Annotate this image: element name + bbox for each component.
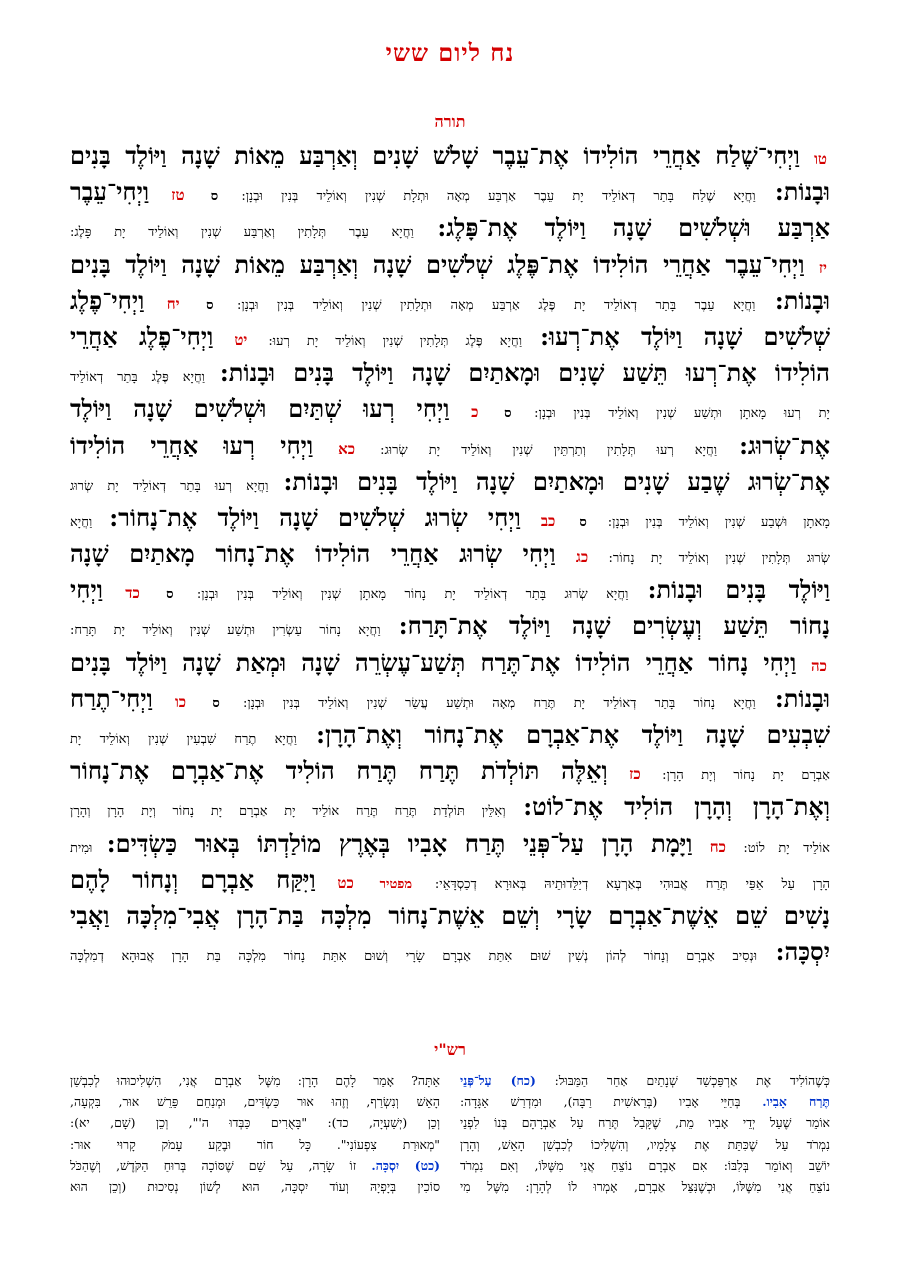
hebrew-text: הוֹלִידוֹ אֶת־רְעוּ תֵּשַׁע שָׁנִים וּמָאתַיִם שָׁנָה וַיּוֹלֶד בָּנִים וּבָנוֹת: [219, 358, 830, 388]
rashi-text: נוֹצֵחַ אֲנִי מִשֶּׁלּוֹ, וּכְשֶׁנִּצַּל אַבְרָם, אָמְרוּ לוֹ לְהָרָן: מִשֶּׁל מִי [460, 1178, 830, 1194]
maftir-label: מפטיר [379, 876, 413, 892]
torah-line [70, 898, 830, 934]
rashi-text: סוֹכִין בְּיָפְיָהּ וְעוֹד יִסְכָּה, הוּא לְשׁוֹן נְסִיכוּת (וְכֵן הוּא [70, 1178, 440, 1194]
hebrew-text: וּבָנוֹת: [774, 285, 830, 315]
page [70, 0, 830, 1272]
rashi-line [460, 1091, 830, 1112]
hebrew-text: שְׁלֹשִׁים שָׁנָה וַיּוֹלֶד אֶת־רְעוּ: [540, 321, 830, 351]
rashi-line [70, 1112, 440, 1133]
hebrew-text: וַיְחִי נָחוֹר אַחֲרֵי הוֹלִידוֹ אֶת־תֶּרַח תְּשַׁע־עֶשְׂרֵה שָׁנָה וּמְאַת שָׁנָה וַיּוֹלֶד בָּנִים [70, 647, 797, 677]
hebrew-text: אַרְבַּע וּשְׁלֹשִׁים שָׁנָה וַיּוֹלֶד אֶת־פָּלֶג: [437, 213, 830, 243]
hebrew-text: שִׁבְעִים שָׁנָה וַיּוֹלֶד אֶת־אַבְרָם אֶת־נָחוֹר וְאֶת־הָרָן: [316, 720, 830, 749]
torah-line [70, 681, 830, 717]
hebrew-text: וַיְחִי שְׂרוּג שְׁלֹשִׁים שָׁנָה וַיּוֹלֶד אֶת־נָחוֹר: [109, 502, 521, 532]
hebrew-text: וַיִּקַּח אַבְרָם וְנָחוֹר לָהֶם [70, 864, 316, 894]
hebrew-text: וְאֵלֶּה תּוֹלְדֹת תֶּרַח תֶּרַח הוֹלִיד אֶת־אַבְרָם אֶת־נָחוֹר [70, 756, 608, 786]
hebrew-text: וַיְחִי־עֵבֶר אַחֲרֵי הוֹלִידוֹ אֶת־פֶּלֶג שְׁלֹשִׁים שָׁנָה וְאַרְבַּע מֵאוֹת שָׁנָה וַיּוֹלֶד בָּנִים [70, 249, 805, 279]
hebrew-text: וַיְחִי־תֶרַח [70, 683, 153, 713]
verse-number: יט [234, 330, 248, 349]
rashi-line [460, 1070, 830, 1091]
rashi-text: יוֹשֵׁב וְאוֹמֵר בְּלִבּוֹ: אִם אַבְרָם נוֹצֵחַ אֲנִי מִשֶּׁלּוֹ, וְאִם נִמְרֹד [460, 1157, 830, 1173]
targum-text: וְאִלֵּין תּוֹלְדַת תֶּרַח תֶּרַח אוֹלֵיד יָת אַבְרָם יָת נָחוֹר וְיָת הָרָן וְהָרָן [70, 804, 506, 820]
hebrew-text: וְאֶת־הָרָן וְהָרָן הוֹלִיד אֶת־לוֹט: [523, 792, 830, 822]
rashi-commentary [70, 1070, 830, 1260]
hebrew-text: אֶת־שְׂרוּג: [739, 430, 830, 460]
torah-line [70, 283, 830, 319]
targum-text: וַחֲיָא תֶרַח שִׁבְעִין שְׁנִין וְאוֹלֵיד יָת [70, 732, 297, 747]
setuma-mark: ס [212, 695, 220, 711]
rashi-line [70, 1155, 440, 1176]
targum-text: אוֹלֵיד יָת לוֹט: [743, 840, 830, 856]
rashi-text: אַתָּה? אָמַר לָהֶם הָרָן: מִשֶּׁל אַבְרָם אֲנִי, הִשְׁלִיכוּהוּ לְכִבְשַׁן [70, 1073, 440, 1088]
verse-number: כג [575, 548, 589, 567]
torah-line [70, 536, 830, 572]
verse-number: יז [818, 258, 827, 277]
torah-line [70, 319, 830, 355]
torah-line [70, 247, 830, 283]
targum-text: וַחֲיָא רְעוּ בָּתַר דְאוֹלֵיד יָת שְׂרוּג [70, 478, 269, 494]
torah-line [70, 500, 830, 536]
hebrew-text: נָחוֹר תֵּשַׁע וְעֶשְׂרִים שָׁנָה וַיּוֹלֶד אֶת־תָּרַח: [398, 611, 830, 641]
torah-line [70, 428, 830, 464]
verse-number: יח [166, 294, 180, 313]
verse-number: כה [811, 656, 827, 675]
rashi-text: בְּחַיֵּי אָבִיו (בְּרֵאשִׁית רַבָּה), וּמִדְרַשׁ אַגָּדָה: [460, 1094, 741, 1110]
targum-text: וּנְסִיב אַבְרָם וְנָחוֹר לְהוֹן נְשִׁין שׁוּם אִתַּת אַבְרָם שָׂרָי וְשׁוּם אִתַּת נָחוֹר מִלְכָּה בַּת הָרָן אֲבוּהָא דְמִלְכָּה [70, 949, 758, 965]
targum-text: וַחֲיָא שְׂרוּג בָּתַר דְאוֹלֵיד יָת נָחוֹר מָאתָן שְׁנִין וְאוֹלֵיד בְּנִין וּבְנָן: [196, 587, 629, 603]
hebrew-text: וַיְחִי־עֵבֶר [70, 177, 150, 207]
verse-number: טו [814, 150, 827, 168]
targum-text: וַחֲיָא פֶּלֶג בָּתַר דְאוֹלֵיד [70, 370, 205, 386]
setuma-mark: ס [579, 514, 587, 530]
torah-line [70, 391, 830, 427]
hebrew-text: וַיָּמָת הָרָן עַל־פְּנֵי תֶּרַח אָבִיו בְּאֶרֶץ מוֹלַדְתּוֹ בְּאוּר כַּשְׂדִּים: [106, 828, 693, 858]
torah-line [70, 138, 830, 174]
rashi-column-left [70, 1070, 440, 1260]
targum-text: וַחֲיָא [70, 514, 93, 530]
rashi-text: כְּשֶׁהוֹלִיד אֶת אַרְפַּכְשַׁד שְׁנָתַיִם אַחַר הַמַּבּוּל: [554, 1073, 830, 1088]
verse-number: כד [125, 584, 140, 603]
hebrew-text: וַיְחִי רְעוּ אַחֲרֵי הוֹלִידוֹ [70, 430, 314, 460]
targum-text: וַחֲיָא רְעוּ תְּלָתִין וְתַרְתֵּין שְׁנִין וְאוֹלֵיד יָת שְׂרוּג: [380, 442, 718, 458]
hebrew-text: וַיְחִי־שֶׁלַח אַחֲרֵי הוֹלִידוֹ אֶת־עֵבֶר שָׁלֹשׁ שָׁנִים וְאַרְבַּע מֵאוֹת שָׁנָה וַיּוֹלֶד בָּנִים [70, 141, 800, 170]
hebrew-text: וּבָנוֹת: [774, 177, 830, 207]
targum-text: שְׂרוּג תְּלָתִין שְׁנִין וְאוֹלֵיד יָת נָחוֹר: [608, 551, 830, 567]
targum-text: וַחֲיָא עֵבֶר בָּתַר דְאוֹלֵיד יָת פֶּלֶג אַרְבַּע מְאָה וּתְלָתִין שְׁנִין וְאוֹלֵיד בְּנִין וּבְנָן: [236, 297, 756, 313]
rashi-line [70, 1176, 440, 1197]
rashi-line [70, 1134, 440, 1155]
hebrew-text: אֶת־שְׂרוּג שֶׁבַע שָׁנִים וּמָאתַיִם שָׁנָה וַיּוֹלֶד בָּנִים וּבָנוֹת: [283, 466, 830, 496]
targum-text: יָת רְעוּ מָאתָן וּתְשַׁע שְׁנִין וְאוֹלֵיד בְּנִין וּבְנָן: [534, 406, 830, 422]
page-title: נח ליום ששי [385, 38, 515, 67]
setuma-mark: ס [206, 297, 214, 313]
rashi-line [460, 1112, 830, 1133]
torah-line [70, 717, 830, 753]
rashi-dibur-hamatchil: (כט) יִסְכָּה. [371, 1157, 440, 1173]
targum-text: וּמִית [70, 840, 93, 856]
targum-text: אַבְרָם יָת נָחוֹר וְיָת הָרָן: [662, 768, 830, 784]
hebrew-text: וַיְחִי [70, 575, 103, 605]
rashi-text: נִמְרֹד עַל שֶׁכִּתֵּת אֶת צְלָמָיו, וְהִשְׁלִיכוֹ לְכִבְשַׁן הָאֵשׁ, וְהָרָן [460, 1136, 830, 1152]
torah-line [70, 826, 830, 862]
rashi-text: וְכֵן (יְשַׁעְיָה, כד): "בָּאֻרִים כַּבְּדוּ ה'", וְכֵן (שָׁם, יא): [70, 1115, 440, 1131]
setuma-mark: ס [504, 406, 512, 422]
setuma-mark: ס [210, 189, 219, 205]
torah-line [70, 645, 830, 681]
verse-number: כט [337, 873, 354, 892]
targum-text: וַחֲיָא נָחוֹר עַשְׂרִין וּתְשַׁע שְׁנִין וְאוֹלֵיד יָת תָּרַח: [70, 623, 381, 639]
torah-text [70, 138, 830, 1033]
rashi-heading: רש"י [434, 1040, 466, 1059]
verse-number: טז [171, 186, 185, 205]
targum-text: וַחֲיָא שֶׁלַח בָּתַר דְאוֹלֵיד יָת עֵבֶר אַרְבַּע מְאָה וּתְלָת שְׁנִין וְאוֹלֵיד בְּנִין וּבְנָן: [241, 189, 756, 205]
verse-number: כב [540, 511, 556, 530]
rashi-text: הָאֵשׁ וְנִשְׂרַף, וְזֶהוּ אוּר כַּשְׂדִּים, וּמְנַחֵם פֵּרֵשׁ אוּר, בִּקְעָה, [70, 1094, 440, 1110]
hebrew-text: נָשִׁים שֵׁם אֵשֶׁת־אַבְרָם שָׂרָי וְשֵׁם אֵשֶׁת־נָחוֹר מִלְכָּה בַּת־הָרָן אֲבִי־מִלְכָּה וַאֲבִי [70, 900, 830, 930]
rashi-line [70, 1091, 440, 1112]
torah-line [70, 862, 830, 898]
hebrew-text: יִסְכָּה: [775, 937, 830, 967]
hebrew-text: וַיּוֹלֶד בָּנִים וּבָנוֹת: [647, 575, 830, 605]
verse-number: כח [709, 837, 726, 856]
rashi-column-right [460, 1070, 830, 1260]
hebrew-text: וַיְחִי־פֶלֶג אַחֲרֵי [70, 321, 214, 351]
rashi-line [70, 1070, 440, 1091]
rashi-text: אוֹמֵר שֶׁעַל יְדֵי אָבִיו מֵת, שֶׁקָּבַל תֶּרַח עַל אַבְרָהָם בְּנוֹ לִפְנֵי [460, 1115, 830, 1131]
torah-line [70, 174, 830, 210]
targum-text: מָאתָן וּשְׁבַע שְׁנִין וְאוֹלֵיד בְּנִין וּבְנָן: [607, 514, 830, 530]
rashi-dibur-hamatchil: (כח) עַל־פְּנֵי [460, 1073, 536, 1088]
torah-line [70, 753, 830, 789]
torah-line [70, 608, 830, 644]
torah-line [70, 464, 830, 500]
targum-text: הָרָן עַל אַפֵּי תֶּרַח אֲבוּהִי בְּאַרְעָא דְיַלֵּדוּתֵיהּ בְּאוּרָא דְכַסְדָּאֵי: [434, 876, 830, 892]
hebrew-text: וַיְחִי רְעוּ שְׁתַּיִם וּשְׁלֹשִׁים שָׁנָה וַיּוֹלֶד [70, 394, 450, 424]
verse-number: כו [174, 692, 187, 711]
hebrew-text: וַיְחִי־פֶלֶג [70, 285, 145, 315]
torah-line [70, 572, 830, 608]
rashi-text: "מְאוּרַת צִפְעוֹנִי". כָּל חוֹר וּבֶקַע עָמֹק קָרוּי אוּר: [70, 1136, 440, 1152]
targum-text: וַחֲיָא עֵבֶר תְּלָתִין וְאַרְבַּע שְׁנִין וְאוֹלֵיד יָת פָּלֶג: [70, 225, 414, 241]
rashi-text: זוֹ שָׂרָה, עַל שֵׁם שֶׁסּוֹכָה בְּרוּחַ הַקֹּדֶשׁ, וְשֶׁהַכֹּל [70, 1157, 357, 1173]
torah-line [70, 355, 830, 391]
rashi-dibur-hamatchil: תֶּרַח אָבִיו. [762, 1094, 830, 1110]
targum-text: וַחֲיָא פֶּלֶג תְּלָתִין שְׁנִין וְאוֹלֵיד יָת רְעוּ: [268, 333, 523, 349]
hebrew-text: וּבָנוֹת: [774, 683, 830, 713]
verse-number: כז [629, 765, 641, 784]
hebrew-text: וַיְחִי שְׂרוּג אַחֲרֵי הוֹלִידוֹ אֶת־נָחוֹר מָאתַיִם שָׁנָה [70, 539, 556, 569]
verse-number: כא [338, 439, 356, 458]
torah-line [70, 210, 830, 246]
rashi-line [460, 1155, 830, 1176]
verse-number: כ [471, 403, 479, 422]
torah-heading: תורה [434, 112, 466, 131]
rashi-line [460, 1176, 830, 1197]
torah-line [70, 789, 830, 825]
setuma-mark: ס [166, 587, 174, 603]
rashi-line [460, 1134, 830, 1155]
targum-text: וַחֲיָא נָחוֹר בָּתַר דְאוֹלֵיד יָת תֶּרַח מְאָה וּתְשַׁע עֲשַׂר שְׁנִין וְאוֹלֵיד בְּנִין וּבְנָן: [242, 695, 756, 711]
torah-line [70, 934, 830, 970]
